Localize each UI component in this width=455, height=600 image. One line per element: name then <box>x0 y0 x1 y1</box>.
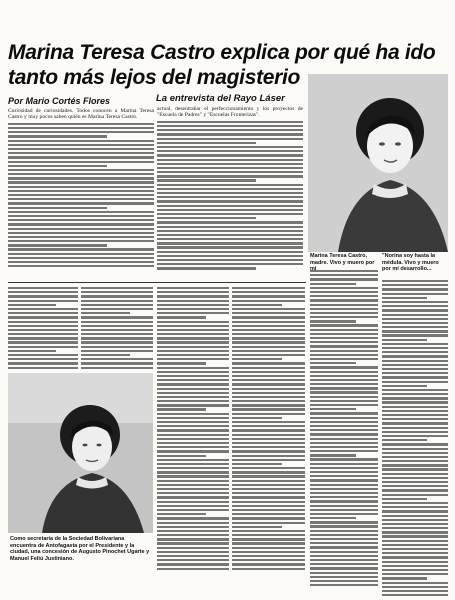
pull-quote-right: "Norina soy hasta la médula. Vivo y muero por mi desarrollo... <box>382 253 439 273</box>
lower-column-4 <box>232 287 305 572</box>
section-title: La entrevista del Rayo Láser <box>156 93 285 104</box>
intro-first-line: Curiosidad de curiosidades. Todos conocen a Marina Teresa Castro y muy pocos saben quién es Marina Teresa Castro. <box>8 108 154 121</box>
interview-first-line: actual, desentrañar el perfeccionamiento y los proyectos de "Escuela de Padres" y "Escuelas Fronterizas". <box>157 106 303 119</box>
right-column-a <box>310 270 378 588</box>
photo-caption-right: Marina Teresa Castro, madre. Vivo y muero por <box>310 253 375 266</box>
section-divider <box>8 282 306 283</box>
byline: Por Mario Cortés Flores <box>8 96 111 106</box>
lower-column-1 <box>8 287 78 371</box>
portrait-illustration <box>308 74 448 252</box>
lower-column-3 <box>157 287 229 572</box>
lower-column-2 <box>81 287 153 371</box>
interview-column <box>157 106 303 272</box>
interview-text-lines <box>157 121 303 270</box>
portrait-photo-top <box>308 74 448 252</box>
portrait-illustration-bottom <box>8 373 153 533</box>
intro-text-lines <box>8 123 154 268</box>
intro-column <box>8 108 154 269</box>
right-column-b <box>382 280 448 598</box>
portrait-photo-bottom <box>8 373 153 533</box>
headline: Marina Teresa Castro explica por qué ha ido tanto más lejos del magisterio <box>8 41 436 89</box>
bottom-photo-caption: Como secretaria de la Sociedad Bolivariana encuentra de Antofagasta por el Presidente y la ciudad, una concesión de Augusto Pinochet Ugarte y Manuel Feliú Justiniano. <box>10 536 150 562</box>
